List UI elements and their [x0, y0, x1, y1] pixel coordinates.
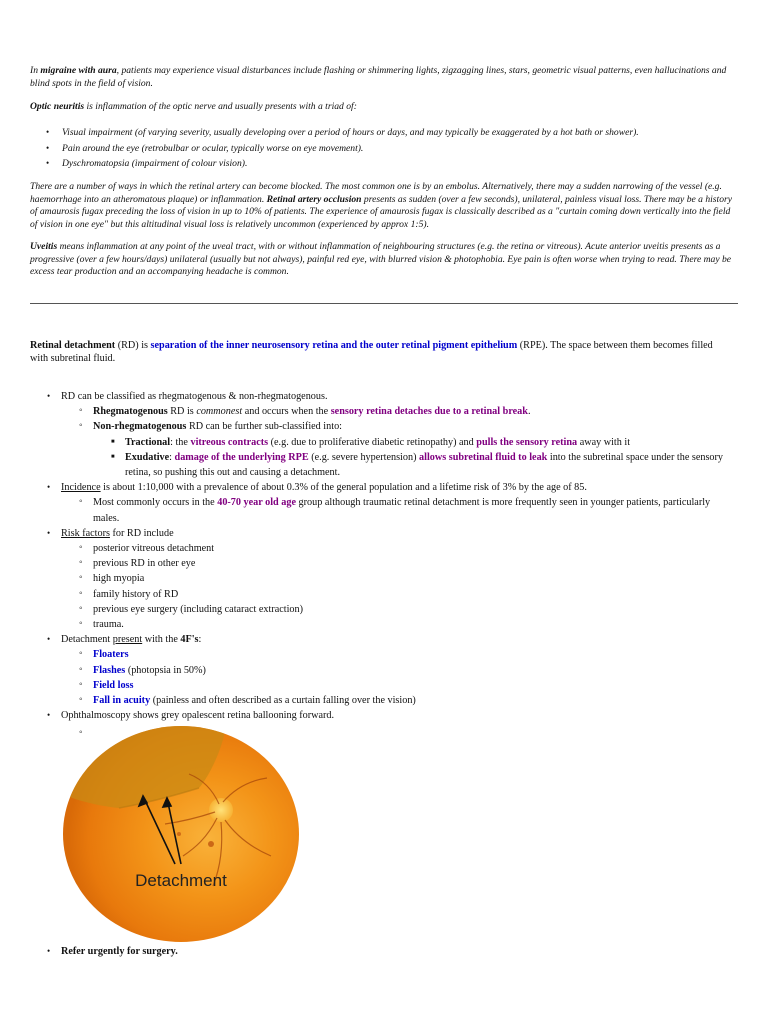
list-item — [61, 726, 735, 942]
list-item: ◦ Fall in acuity (painless and often described as a curtain falling over the vision) — [61, 693, 735, 708]
uveitis-term: Uveitis — [30, 241, 58, 252]
uveitis-paragraph: Uveitis means inflammation at any point of the uveal tract, with or without inflammation of neighbouring structures (e.g. the retina or vitreous). Acute anterior uveitis presents as a progressive (over a few hours/days) unilateral (usually but not always), painful red eye, with blurred vision & photophobia. Eye pain is often worse when trying to read. There may be excess tear production and an accompanying headache is common. — [30, 241, 732, 277]
list-item: • Dyschromatopsia (impairment of colour vision). — [30, 156, 639, 172]
list-item: ◦ Rhegmatogenous RD is commonest and occurs when the sensory retina detaches due to a retinal break. — [61, 404, 735, 419]
list-item: • Visual impairment (of varying severity, usually developing over a period of hours or days, and may typically be exaggerated by a hot bath or shower). — [30, 125, 639, 141]
list-item: • Detachment present with the 4F's: ◦ Floaters ◦ Flashes (photopsia in 50%) ◦ Field loss ◦ Fall in acuity (painless and often described as a curtain falling over the vision) — [30, 632, 735, 708]
list-item: ◦ Most commonly occurs in the 40-70 year old age group although traumatic retinal detachment is more frequently seen in younger patients, particularly males. — [61, 495, 735, 525]
list-item: ◦ posterior vitreous detachment — [61, 541, 735, 556]
list-item: • Ophthalmoscopy shows grey opalescent retina ballooning forward. ◦ Detachment — [30, 708, 735, 942]
four-fs-list — [61, 647, 735, 708]
retinal-detachment-term: Retinal detachment — [30, 340, 116, 351]
risk-factor-list — [61, 541, 735, 632]
list-item: ◦ Flashes (photopsia in 50%) — [61, 663, 735, 678]
list-item: ◦ Field loss — [61, 678, 735, 693]
age-range-highlight: 40-70 year old age — [217, 497, 296, 509]
rd-definition: separation of the inner neurosensory retina and the outer retinal pigment epithelium — [150, 340, 518, 351]
list-item: ◦ previous RD in other eye — [61, 556, 735, 571]
list-item: ◦ trauma. — [61, 617, 735, 632]
list-item: ■ Exudative: damage of the underlying RPE (e.g. severe hypertension) allows subretinal fluid to leak into the subretinal space under the sensory retina, so pushing this out and causing a detachment. — [93, 450, 735, 480]
section-divider — [30, 303, 738, 304]
retinal-artery-occlusion-term: Retinal artery occlusion — [266, 193, 362, 205]
optic-neuritis-triad-list — [30, 125, 639, 172]
list-item: ◦ Floaters — [61, 647, 735, 662]
rheg-highlight: sensory retina detaches due to a retinal break — [330, 406, 528, 418]
migraine-paragraph: In migraine with aura, patients may experience visual disturbances include flashing or shimmering lights, zigzagging lines, stars, geometric visual patterns, even hallucinations and blind spots in the field of vision. — [30, 65, 727, 89]
list-item: ◦ family history of RD — [61, 587, 735, 602]
optic-neuritis-term: Optic neuritis — [30, 101, 85, 112]
retinal-detachment-intro: Retinal detachment (RD) is separation of the inner neurosensory retina and the outer retinal pigment epithelium (RPE). The space between them becomes filled with subretinal fluid. — [30, 340, 713, 364]
retinal-detachment-fundus-image — [61, 726, 301, 942]
list-item: • Pain around the eye (retrobulbar or ocular, typically worse on eye movement). — [30, 141, 639, 157]
list-item: ■ Tractional: the vitreous contracts (e.g. due to proliferative diabetic retinopathy) and pulls the sensory retina away with it — [93, 435, 735, 450]
list-item: ◦ Non-rhegmatogenous RD can be further sub-classified into: ■ Tractional: the vitreous contracts (e.g. due to proliferative diabetic retinopathy) and pulls the sensory retina away with it ■ Exudative: damage of the underlying RPE (e.g. severe hypertension) allows subretinal fluid to leak into the subretinal space under the sensory retina, so pushing this out and causing a detachment. — [61, 419, 735, 480]
retinal-artery-paragraph: There are a number of ways in which the retinal artery can become blocked. The most common one is by an embolus. Alternatively, there may a sudden narrowing of the vessel (e.g. haemorrhage into an atheromatous plaque) or inflammation. Retinal artery occlusion presents as sudden (over a few seconds), unilateral, painless visual loss. There may be a history of amaurosis fugax preceding the loss of vision in up to 10% of patients. The experience of amaurosis fugax is classically described as a "curtain coming down vertically into the field of vision in one eye" but this altitudinal visual loss is relatively uncommon (experienced by approx 1:5). — [30, 181, 732, 230]
list-item: • Incidence is about 1:10,000 with a prevalence of about 0.3% of the general population and a lifetime risk of 3% by the age of 85. ◦ Most commonly occurs in the 40-70 year old age group although traumatic retinal detachment is more frequently seen in younger patients, particularly males. — [30, 480, 735, 526]
retinal-detachment-list — [30, 389, 735, 960]
list-item: • RD can be classified as rhegmatogenous & non-rhegmatogenous. ◦ Rhegmatogenous RD is commonest and occurs when the sensory retina detaches due to a retinal break. ◦ Non-rhegmatogenous RD can be further sub-classified into: ■ Tractional: the vitreous contracts (e.g. due to proliferative diabetic retinopathy) and pulls the sensory retina away with it ■ Exudative: damage of the underlying RPE (e.g. severe hypertension) allows subretinal fluid to leak into the subretinal space under the sensory retina, so pushing this out and causing a detachment. — [30, 389, 735, 480]
optic-neuritis-paragraph: Optic neuritis is inflammation of the optic nerve and usually presents with a triad of: — [30, 101, 357, 112]
refer-surgery-text: Refer urgently for surgery. — [61, 946, 178, 958]
detachment-image-label: ◦ Detachment — [135, 871, 227, 891]
migraine-term: migraine with aura — [40, 65, 117, 76]
list-item: ◦ previous eye surgery (including cataract extraction) — [61, 602, 735, 617]
list-item: • Risk factors for RD include ◦ posterior vitreous detachment ◦ previous RD in other eye ◦ high myopia ◦ family history of RD ◦ previous eye surgery (including cataract extraction) ◦ trauma. — [30, 526, 735, 632]
list-item — [30, 944, 735, 959]
list-item: ◦ high myopia — [61, 571, 735, 586]
